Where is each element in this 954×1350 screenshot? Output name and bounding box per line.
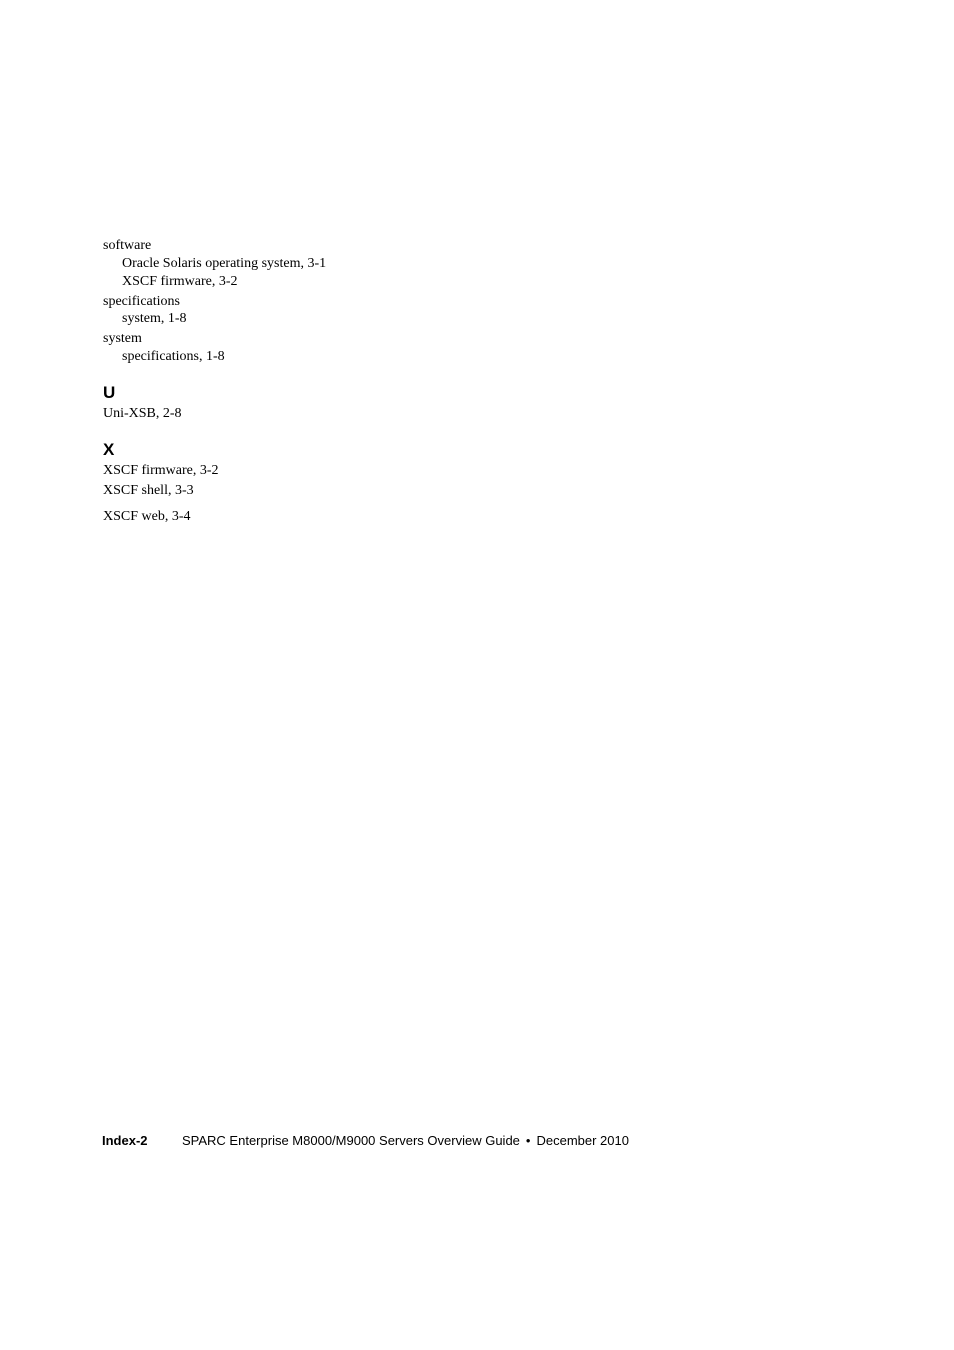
index-subentry-specifications: specifications, 1-8 <box>122 349 225 364</box>
index-entry-uni-xsb: Uni-XSB, 2-8 <box>103 406 182 421</box>
index-entry-xscf-firmware: XSCF firmware, 3-2 <box>103 463 219 478</box>
footer-page-label: Index-2 <box>102 1133 148 1148</box>
index-subentry-xscf-firmware: XSCF firmware, 3-2 <box>122 274 238 289</box>
footer-date: December 2010 <box>536 1133 629 1148</box>
index-subentry-oracle-solaris: Oracle Solaris operating system, 3-1 <box>122 256 327 271</box>
index-entry-software: software <box>103 238 152 253</box>
index-letter-x: X <box>103 440 115 459</box>
index-entry-system: system <box>103 331 142 346</box>
index-letter-u: U <box>103 383 116 402</box>
footer-book-info <box>182 1132 629 1150</box>
footer-separator: • <box>525 1133 531 1148</box>
index-entry-xscf-web: XSCF web, 3-4 <box>103 509 191 524</box>
index-entry-specifications: specifications <box>103 294 180 309</box>
index-entry-xscf-shell: XSCF shell, 3-3 <box>103 483 194 498</box>
index-subentry-system: system, 1-8 <box>122 311 187 326</box>
footer-book-title: SPARC Enterprise M8000/M9000 Servers Overview Guide <box>182 1133 520 1148</box>
